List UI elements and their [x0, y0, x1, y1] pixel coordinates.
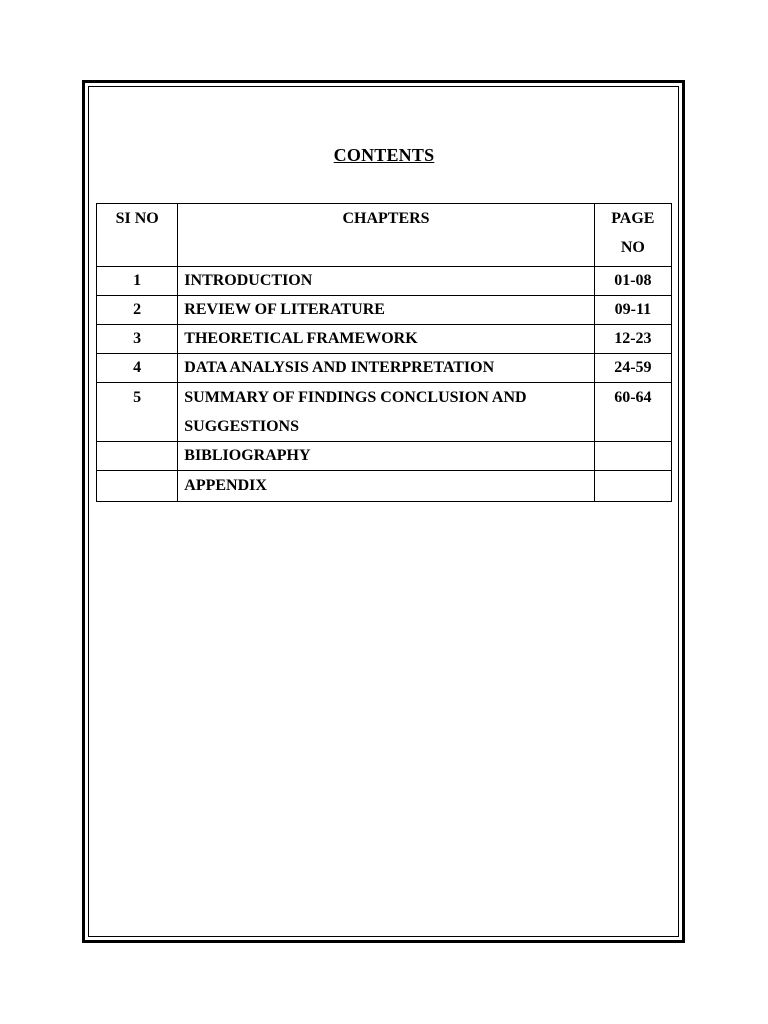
si-cell: 5: [97, 383, 178, 442]
table-row: [97, 442, 672, 471]
header-page-no-line1: PAGE: [611, 210, 655, 227]
chapter-cell: BIBLIOGRAPHY: [178, 442, 594, 471]
table-row: [97, 354, 672, 383]
header-page-no-line2: NO: [620, 239, 645, 256]
chapter-cell: REVIEW OF LITERATURE: [178, 296, 594, 325]
table-row: [97, 325, 672, 354]
page-cell: 24-59: [594, 354, 671, 383]
page-cell: 12-23: [594, 325, 671, 354]
chapter-cell: [178, 383, 594, 442]
page-cell: [594, 442, 671, 471]
chapter-line1: SUMMARY OF FINDINGS CONCLUSION AND: [184, 389, 527, 406]
page-cell: [594, 471, 671, 502]
chapter-cell: DATA ANALYSIS AND INTERPRETATION: [178, 354, 594, 383]
table-row: [97, 471, 672, 502]
table-row: [97, 296, 672, 325]
header-chapters: CHAPTERS: [178, 204, 594, 267]
si-cell: 4: [97, 354, 178, 383]
si-cell: [97, 442, 178, 471]
si-cell: 3: [97, 325, 178, 354]
header-si-no: SI NO: [97, 204, 178, 267]
header-page-no: [594, 204, 671, 267]
chapter-cell: INTRODUCTION: [178, 267, 594, 296]
page-cell: 60-64: [594, 383, 671, 442]
page-title: CONTENTS: [333, 145, 435, 165]
page-cell: 09-11: [594, 296, 671, 325]
contents-table: [96, 203, 672, 502]
table-header-row: [97, 204, 672, 267]
si-cell: 2: [97, 296, 178, 325]
chapter-cell: APPENDIX: [178, 471, 594, 502]
table-row: [97, 383, 672, 442]
page-cell: 01-08: [594, 267, 671, 296]
si-cell: [97, 471, 178, 502]
chapter-line2: SUGGESTIONS: [184, 418, 299, 435]
si-cell: 1: [97, 267, 178, 296]
chapter-cell: THEORETICAL FRAMEWORK: [178, 325, 594, 354]
table-row: [97, 267, 672, 296]
